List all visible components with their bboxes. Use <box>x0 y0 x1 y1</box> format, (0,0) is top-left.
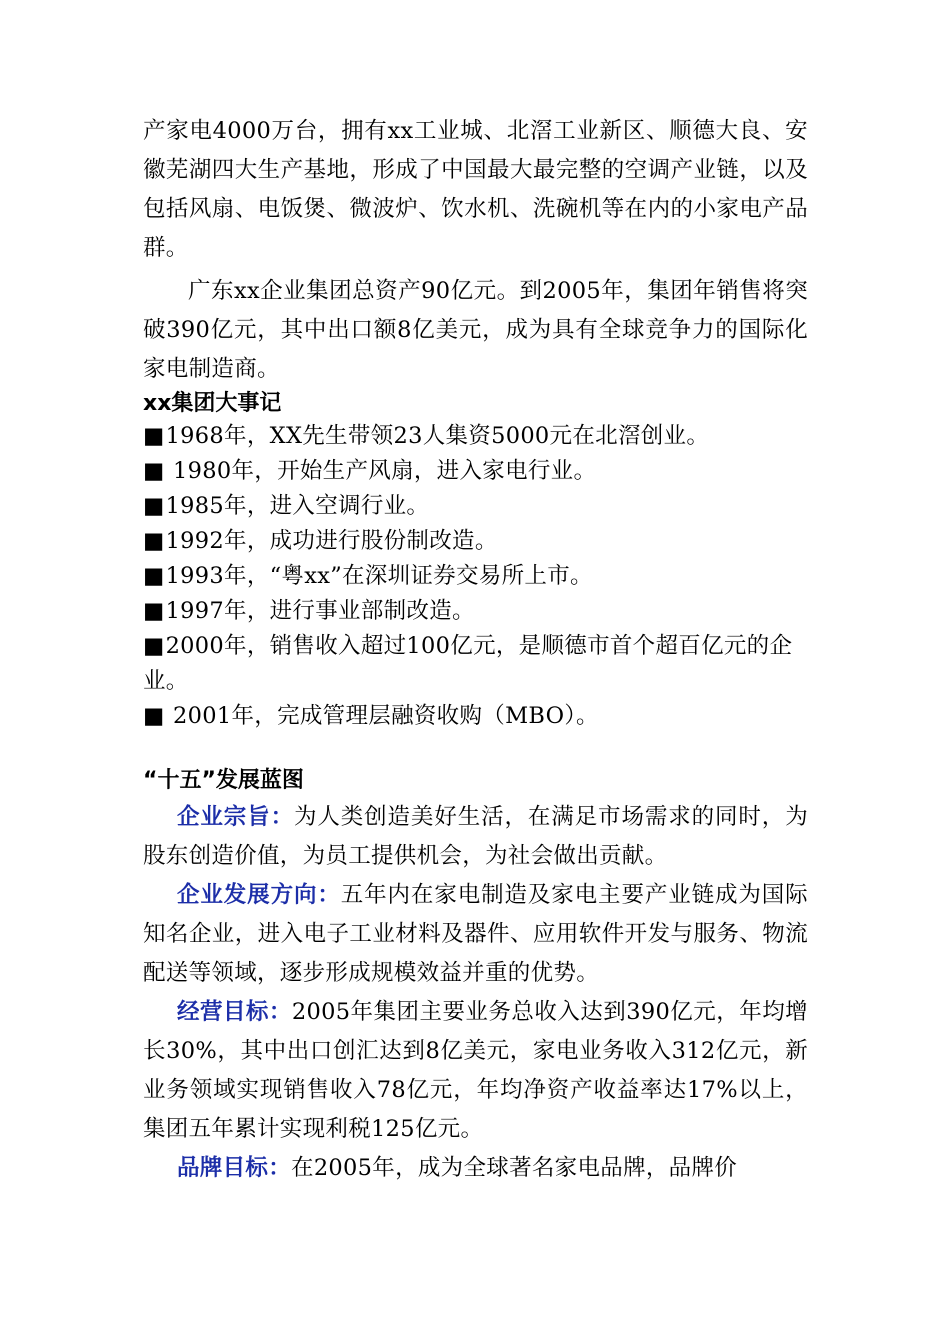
blueprint-heading: “十五”发展蓝图 <box>143 768 304 793</box>
intro-paragraph-2: 广东xx企业集团总资产90亿元。到2005年，集团年销售将突破390亿元，其中出口额8亿美元，成为具有全球竞争力的国际化家电制造商。 <box>143 278 808 382</box>
event-item <box>143 524 808 559</box>
blueprint-text: 五年内在家电制造及家电主要产业链成为国际知名企业，进入电子工业材料及器件、应用软件开发与服务、物流配送等领域，逐步形成规模效益并重的优势。 <box>143 882 808 986</box>
document-page <box>143 112 808 1188</box>
event-item <box>143 699 808 734</box>
event-text: 1992年，成功进行股份制改造。 <box>165 528 498 554</box>
square-bullet-icon: ■ <box>143 423 165 449</box>
event-item <box>143 419 808 454</box>
event-text: 1985年，进入空调行业。 <box>165 493 430 519</box>
blueprint-label: 企业宗旨： <box>177 804 294 830</box>
event-text: 1997年，进行事业部制改造。 <box>165 598 475 624</box>
event-text: 2001年，完成管理层融资收购（MBO）。 <box>165 703 599 729</box>
blueprint-item-brand-goal <box>143 1149 808 1188</box>
blueprint-item-direction <box>143 876 808 993</box>
blueprint-label: 经营目标： <box>177 999 292 1025</box>
event-item <box>143 454 808 489</box>
event-item <box>143 489 808 524</box>
events-heading: xx集团大事记 <box>143 391 282 416</box>
event-item <box>143 559 808 594</box>
square-bullet-icon: ■ <box>143 458 165 484</box>
event-text: 1968年，XX先生带领23人集资5000元在北滘创业。 <box>165 423 710 449</box>
event-text: 1993年，“粤xx”在深圳证券交易所上市。 <box>165 563 593 589</box>
square-bullet-icon: ■ <box>143 703 165 729</box>
square-bullet-icon: ■ <box>143 633 165 659</box>
blueprint-text: 为人类创造美好生活，在满足市场需求的同时，为股东创造价值，为员工提供机会，为社会做出贡献。 <box>143 804 808 869</box>
blueprint-item-business-goal <box>143 993 808 1149</box>
event-text: 1980年，开始生产风扇，进入家电行业。 <box>165 458 597 484</box>
blueprint-text: 在2005年，成为全球著名家电品牌，品牌价 <box>291 1155 738 1181</box>
blueprint-label: 企业发展方向： <box>177 882 341 908</box>
event-item <box>143 594 808 629</box>
blueprint-text: 2005年集团主要业务总收入达到390亿元，年均增长30%，其中出口创汇达到8亿美元，家电业务收入312亿元，新业务领域实现销售收入78亿元，年均净资产收益率达17%以上，集团五年累计实现利税125亿元。 <box>143 999 808 1142</box>
event-item <box>143 629 808 699</box>
square-bullet-icon: ■ <box>143 598 165 624</box>
square-bullet-icon: ■ <box>143 493 165 519</box>
section-spacer <box>143 734 808 764</box>
square-bullet-icon: ■ <box>143 528 165 554</box>
events-list <box>143 419 808 734</box>
intro-paragraph-1: 产家电4000万台，拥有xx工业城、北滘工业新区、顺德大良、安徽芜湖四大生产基地，形成了中国最大最完整的空调产业链，以及包括风扇、电饭煲、微波炉、饮水机、洗碗机等在内的小家电产品群。 <box>143 118 808 261</box>
blueprint-item-purpose <box>143 798 808 876</box>
event-text: 2000年，销售收入超过100亿元，是顺德市首个超百亿元的企业。 <box>143 633 793 694</box>
blueprint-label: 品牌目标： <box>177 1155 292 1181</box>
square-bullet-icon: ■ <box>143 563 165 589</box>
